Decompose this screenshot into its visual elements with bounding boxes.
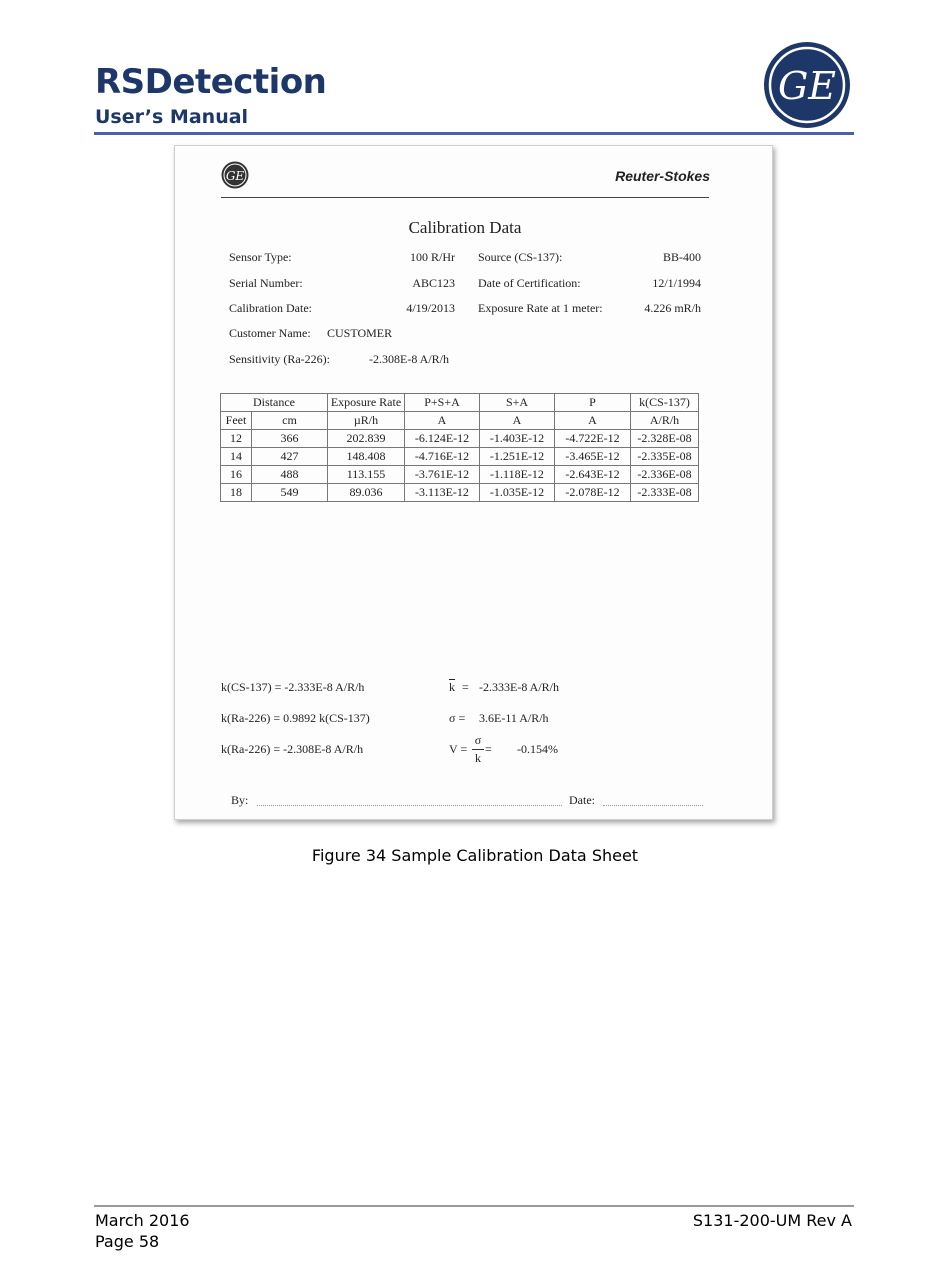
v-equals: = (485, 742, 492, 756)
v-fraction-bar (472, 749, 484, 750)
col-header-p: P (555, 394, 631, 412)
sigma-value: 3.6E-11 A/R/h (479, 711, 549, 725)
exposure-rate-label: Exposure Rate at 1 meter: (478, 301, 603, 315)
table-cell: 113.155 (328, 466, 405, 484)
k-ra226-result: k(Ra-226) = -2.308E-8 A/R/h (221, 742, 364, 756)
ge-logo-small (221, 161, 249, 189)
table-row (221, 466, 699, 484)
table-cell: 89.036 (328, 484, 405, 502)
table-cell: -2.333E-08 (631, 484, 699, 502)
footer-divider (94, 1205, 854, 1207)
col-header-exposure-rate: Exposure Rate (328, 394, 405, 412)
sensitivity-value: -2.308E-8 A/R/h (369, 352, 449, 366)
footer-page-number: Page 58 (95, 1232, 160, 1251)
table-cell: -2.336E-08 (631, 466, 699, 484)
unit-header-feet: Feet (221, 412, 252, 430)
table-row (221, 430, 699, 448)
sensitivity-label: Sensitivity (Ra-226): (229, 352, 330, 366)
table-cell: 488 (252, 466, 328, 484)
source-label: Source (CS-137): (478, 250, 563, 264)
k-bar-symbol: $\overline{k}$ (449, 680, 455, 694)
table-row (221, 484, 699, 502)
customer-name-value: CUSTOMER (327, 326, 393, 340)
serial-number-label: Serial Number: (229, 276, 303, 290)
svg-text:GE: GE (225, 169, 245, 183)
k-cs137-result: k(CS-137) = -2.333E-8 A/R/h (221, 680, 365, 694)
sigma-label: σ = (449, 711, 466, 725)
table-cell: -6.124E-12 (405, 430, 480, 448)
table-cell: 16 (221, 466, 252, 484)
ge-logo (763, 41, 851, 129)
v-label: V = (449, 742, 468, 756)
header-divider (94, 132, 854, 135)
footer-date: March 2016 (95, 1211, 190, 1230)
calibration-date-label: Calibration Date: (229, 301, 312, 315)
document-subtitle: User’s Manual (95, 106, 249, 128)
table-group-header-row (221, 394, 699, 412)
sensor-type-value: 100 R/Hr (410, 250, 455, 264)
table-cell: -2.643E-12 (555, 466, 631, 484)
k-ra226-ratio-result: k(Ra-226) = 0.9892 k(CS-137) (221, 711, 370, 725)
col-header-k-cs137: k(CS-137) (631, 394, 699, 412)
table-cell: 18 (221, 484, 252, 502)
figure-caption: Figure 34 Sample Calibration Data Sheet (311, 846, 639, 865)
unit-header-psa: A (405, 412, 480, 430)
sensor-type-label: Sensor Type: (229, 250, 292, 264)
sheet-title: Calibration Data (408, 218, 522, 237)
col-header-distance: Distance (221, 394, 328, 412)
table-unit-header-row (221, 412, 699, 430)
table-cell: -3.761E-12 (405, 466, 480, 484)
date-label: Date: (569, 793, 595, 807)
table-cell: -2.335E-08 (631, 448, 699, 466)
by-label: By: (231, 793, 249, 807)
table-cell: 427 (252, 448, 328, 466)
calibration-table (220, 393, 699, 502)
unit-header-k: A/R/h (631, 412, 699, 430)
sheet-divider (221, 197, 709, 198)
unit-header-p: A (555, 412, 631, 430)
table-cell: -4.716E-12 (405, 448, 480, 466)
table-cell: 14 (221, 448, 252, 466)
k-bar-value: -2.333E-8 A/R/h (479, 680, 559, 694)
by-signature-line (257, 805, 562, 806)
table-row (221, 448, 699, 466)
v-fraction-denominator: k (475, 751, 481, 765)
svg-text:GE: GE (777, 64, 837, 108)
table-cell: 202.839 (328, 430, 405, 448)
calibration-date-value: 4/19/2013 (406, 301, 455, 315)
table-cell: 549 (252, 484, 328, 502)
table-cell: -4.722E-12 (555, 430, 631, 448)
source-value: BB-400 (662, 250, 701, 264)
table-cell: -3.113E-12 (405, 484, 480, 502)
col-header-psa: P+S+A (405, 394, 480, 412)
col-header-sa: S+A (480, 394, 555, 412)
table-cell: -2.078E-12 (555, 484, 631, 502)
certification-date-label: Date of Certification: (478, 276, 581, 290)
v-value: -0.154% (517, 742, 558, 756)
table-cell: -1.035E-12 (480, 484, 555, 502)
unit-header-cm: cm (252, 412, 328, 430)
unit-header-exposure: µR/h (328, 412, 405, 430)
table-cell: 12 (221, 430, 252, 448)
serial-number-value: ABC123 (412, 276, 455, 290)
table-cell: -1.251E-12 (480, 448, 555, 466)
date-signature-line (603, 805, 703, 806)
document-title: RSDetection (95, 62, 327, 102)
table-cell: -3.465E-12 (555, 448, 631, 466)
footer-document-id: S131-200-UM Rev A (692, 1211, 852, 1230)
table-cell: -1.403E-12 (480, 430, 555, 448)
k-bar-equals: = (462, 680, 469, 694)
table-cell: 148.408 (328, 448, 405, 466)
unit-header-sa: A (480, 412, 555, 430)
table-cell: -1.118E-12 (480, 466, 555, 484)
customer-name-label: Customer Name: (229, 326, 311, 340)
table-cell: 366 (252, 430, 328, 448)
reuter-stokes-brand: Reuter-Stokes (615, 168, 710, 184)
calibration-sheet-image (174, 145, 773, 820)
certification-date-value: 12/1/1994 (652, 276, 701, 290)
table-cell: -2.328E-08 (631, 430, 699, 448)
exposure-rate-value: 4.226 mR/h (644, 301, 701, 315)
v-fraction-numerator: σ (474, 733, 482, 747)
